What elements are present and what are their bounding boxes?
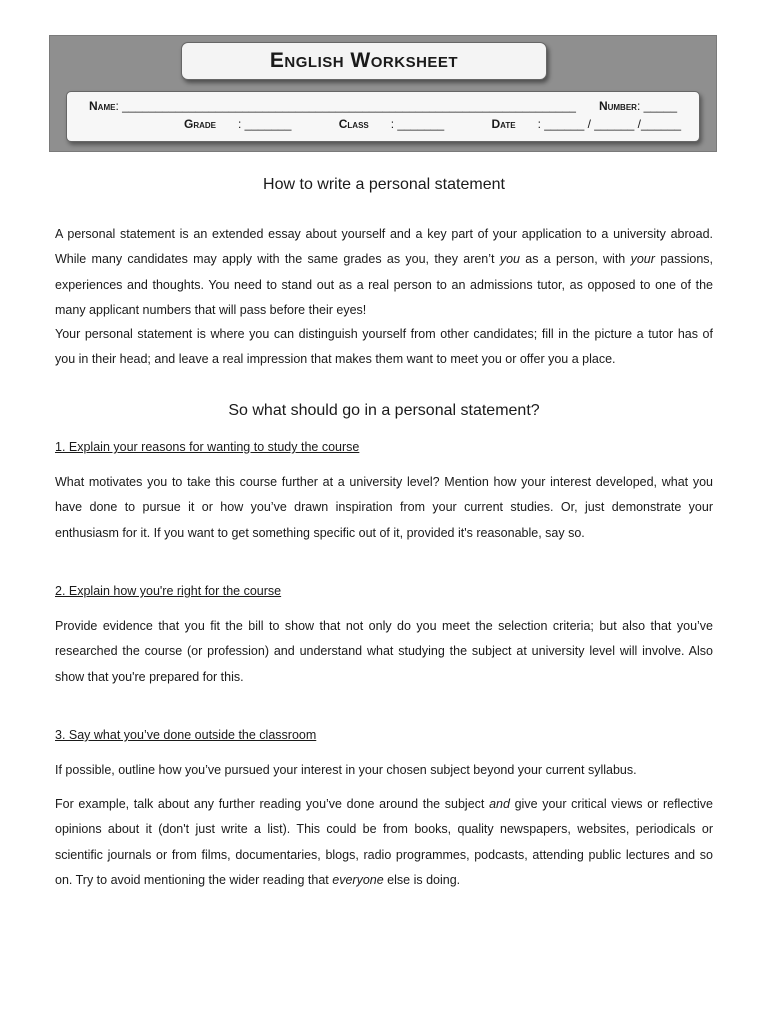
date-field[interactable] xyxy=(492,117,704,131)
intro-text-a: A personal statement is an extended essay about yourself and a key part of your application to a university abroad. While many candidates may apply with the same grades as you, they aren’t xyxy=(55,227,713,267)
number-label: Number xyxy=(598,99,637,113)
intro-paragraph-2: Your personal statement is where you can distinguish yourself from other candidates; fill in the picture a tutor has of you in their head; and leave a real impression that makes them want to meet you or offer you a place. xyxy=(55,327,713,367)
section-2-text: Provide evidence that you fit the bill to show that not only do you meet the selection criteria; but also that you’ve researched the course (or profession) and understand what studying the subject at university level will involve. Also show that you're prepared for this. xyxy=(55,619,713,684)
section-3-emphasis-and: and xyxy=(489,797,510,811)
section-3-text-1: If possible, outline how you’ve pursued your interest in your chosen subject beyond your current syllabus. xyxy=(55,763,637,777)
date-blank: : ______ / ______ /______ xyxy=(537,117,682,131)
grade-blank: : _______ xyxy=(238,117,292,131)
page-heading: How to write a personal statement xyxy=(263,176,505,193)
date-label: Date xyxy=(491,117,516,131)
class-field[interactable] xyxy=(339,117,466,131)
section-1-title: 1. Explain your reasons for wanting to study the course xyxy=(55,440,360,454)
section-3-text-b: give your critical views or reflective opinions about it (don't just write a list). This could be from books, quality newspapers, websites, periodicals or scientific journals or from films, documentaries, blogs, radio programmes, podcasts, attending public lectures and so on. Try to avoid mentioning the wider reading that xyxy=(55,797,713,887)
name-field[interactable] xyxy=(89,99,576,113)
grade-label: Grade xyxy=(184,117,217,131)
section-2-title: 2. Explain how you're right for the course xyxy=(55,584,282,598)
grade-field[interactable] xyxy=(184,117,313,131)
number-field[interactable] xyxy=(599,99,677,113)
name-label: Name xyxy=(89,99,116,113)
intro-paragraph-1 xyxy=(55,222,713,323)
intro-emphasis-your: your xyxy=(630,252,655,267)
section-3-title: 3. Say what you’ve done outside the classroom xyxy=(55,728,317,742)
intro-emphasis-you: you xyxy=(499,252,520,267)
number-blank: : _____ xyxy=(636,99,677,113)
class-blank: : _______ xyxy=(390,117,445,131)
section-3-emphasis-everyone: everyone xyxy=(332,872,384,887)
worksheet-header xyxy=(49,35,717,152)
class-label: Class xyxy=(338,117,369,131)
worksheet-title: English Worksheet xyxy=(181,42,547,80)
student-info-box xyxy=(66,91,700,142)
section-3-text-2 xyxy=(55,792,713,893)
section-3-text-c: else is doing. xyxy=(383,872,461,887)
grade-class-date-row xyxy=(184,117,725,131)
name-blank: : ____________________________________________________________________ xyxy=(115,99,576,113)
section-3-text-a: For example, talk about any further reading you’ve done around the subject xyxy=(55,797,490,811)
section-1-text: What motivates you to take this course further at a university level? Mention how your interest developed, what you have done to pursue it or how you’ve drawn inspiration from your current studies. Or, just demonstrate your enthusiasm for it. If you want to get something specific out of it, provided it's reasonable, say so. xyxy=(55,475,713,540)
intro-text-b: as a person, with xyxy=(519,252,631,267)
intro-text-c: passions, experiences and thoughts. You need to stand out as a real person to an admissions tutor, as opposed to one of the many applicant numbers that will pass before their eyes! xyxy=(55,252,713,317)
section-heading: So what should go in a personal statement? xyxy=(228,402,540,419)
